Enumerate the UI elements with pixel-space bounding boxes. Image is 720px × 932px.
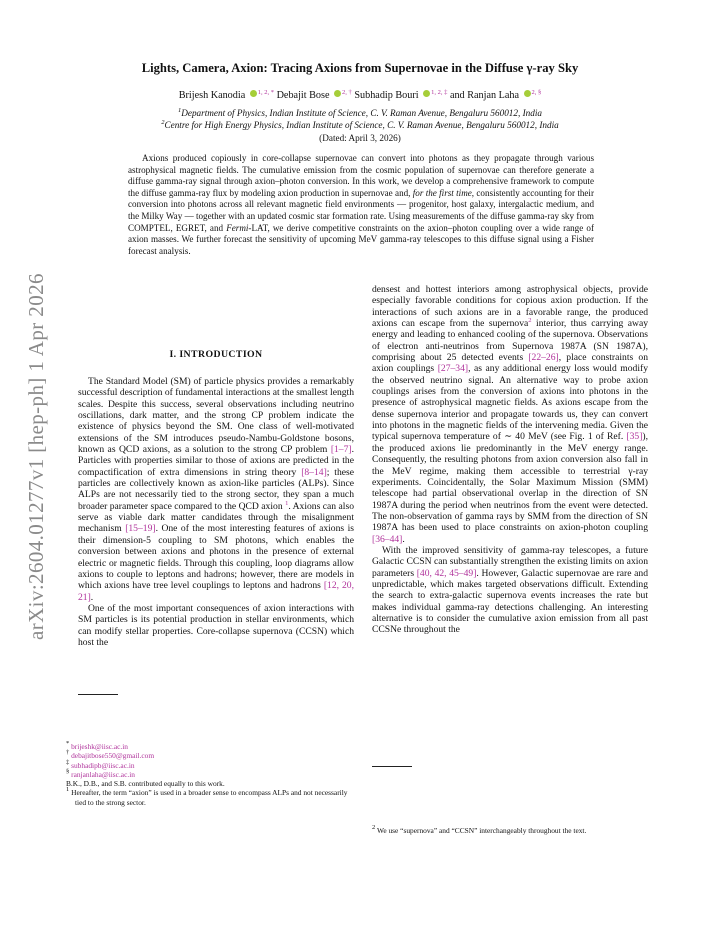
right-column [372, 284, 648, 636]
body-text: The Standard Model (SM) of particle physics provides a remarkably successful description of fundamental interactions at the smallest length scales. Despite this success, several observations including neutrino oscillations, dark matter, and the strong CP problem indicate the existence of physics beyond the SM. One class of well-motivated extensions of the SM introduces pseudo-Nambu-Goldstone bosons, known as QCD axions, as a solution to the strong CP problem [78, 376, 355, 456]
email-link[interactable]: ranjanlaha@iisc.ac.in [71, 769, 135, 779]
footnote-symbol: † [66, 749, 70, 757]
affiliation-2 [60, 120, 660, 130]
email-link[interactable]: subhadipb@iisc.ac.in [71, 760, 135, 770]
footnote-email-1 [66, 742, 356, 751]
body-text: ), the produced axions lie predominantly in the MeV energy range. Consequently, the resulting photons from axion conversion also fall in the MeV regime, making them accessible to terrestrial γ-ray experiments. Coincidentally, the Solar Maximum Mission (SMM) telescope had partial observational overlap in the direction of SN 1987A during the period when neutrinos from the event were detected. The non-observation of gamma rays by SMM from the direction of SN 1987A has been used to place constraints on axion-photon coupling [372, 431, 648, 534]
author-3-name: Subhadip Bouri [354, 90, 419, 101]
body-text: , as any additional energy loss would modify the observed neutrino signal. An alternative way to probe axion couplings arises from the conversion of axions into photons in the presence of astrophysical magnetic fields. As axions escape from the dense supernova interior and propagate towards us, they can convert into photons in the magnetic fields of the intervening media. Given the typical supernova temperature of ∼ 40 MeV (see Fig. 1 of Ref. [372, 363, 649, 443]
author-1-affiliation[interactable]: 1, 2, * [257, 89, 275, 96]
citation-link[interactable]: [35] [626, 431, 643, 443]
author-list [60, 90, 660, 101]
body-text: . Particles with properties similar to those of axions are predicted in the compactification of extra dimensions in string theory [78, 444, 354, 478]
abstract-text: -LAT, we derive competitive constraints on the axion–photon coupling over a wide range of axion masses. We further forecast the sensitivity of upcoming MeV gamma-ray telescopes to this diffuse signal using a Fisher forecast analysis. [128, 222, 594, 256]
body-text: densest and hottest interiors among astrophysical objects, provide especially favorable conditions for copious axion production. If the interactions of such axions are in a favorable range, the produced axions can escape from the supernova [372, 284, 648, 330]
footnote-email-2 [66, 751, 356, 760]
body-text: . Axions can also serve as viable dark matter candidates through the misalignment mechanism [78, 500, 354, 535]
footnote-divider [372, 766, 412, 767]
orcid-icon[interactable] [423, 90, 430, 97]
email-link[interactable]: debajitbose550@gmail.com [71, 751, 155, 761]
affiliation-2-text: Centre for High Energy Physics, Indian Institute of Science, C. V. Raman Avenue, Bengaluru 560012, India [164, 120, 559, 130]
affiliation-1-text: Department of Physics, Indian Institute of Science, C. V. Raman Avenue, Bengaluru 560012, India [181, 108, 542, 118]
orcid-icon[interactable] [250, 90, 257, 97]
author-4-name: Ranjan Laha [467, 90, 519, 101]
footnote-divider [78, 694, 118, 695]
author-3-affiliation[interactable]: 1, 2, ‡ [431, 89, 448, 96]
author-1-name: Brijesh Kanodia [178, 90, 246, 101]
footnote-symbol: ‡ [66, 758, 70, 766]
footnote-number: 1 [66, 786, 70, 794]
footnote-text: Hereafter, the term “axion” is used in a broader sense to encompass ALPs and not necessarily tied to the strong sector. [71, 788, 348, 807]
footnote-email-4 [66, 767, 356, 779]
citation-link[interactable]: [12, 20, 21] [78, 580, 354, 603]
body-text: . However, Galactic supernovae are rare and unpredictable, which makes targeted observations difficult. Extending the search to extra-galactic supernova events increases the rate but makes individual gamma-ray detections challenging. An interesting alternative is to consider the cumulative axion emission from all past CCSNe throughout the [372, 567, 649, 636]
paragraph [78, 603, 354, 648]
dated-line: (Dated: April 3, 2026) [319, 133, 401, 143]
footnote-email-3 [66, 758, 356, 770]
affiliation-1 [60, 108, 660, 118]
body-text: ; these particles are collectively known as axion-like particles (ALPs). Since ALPs are not necessarily tied to the strong sector, they span a much broader parameter space compared to the QCD axion [78, 466, 355, 512]
abstract [128, 153, 594, 257]
abstract-emphasis: Fermi [226, 222, 249, 233]
citation-link[interactable]: [1–7] [330, 444, 352, 456]
paragraph [372, 284, 648, 545]
author-2-name: Debajit Bose [276, 90, 330, 101]
citation-link[interactable]: [22–26] [528, 352, 559, 364]
paper-title: Lights, Camera, Axion: Tracing Axions from Supernovae in the Diffuse γ-ray Sky [141, 61, 579, 75]
citation-link[interactable]: [36–44] [372, 533, 403, 545]
footnote-text: We use “supernova” and “CCSN” interchangeably throughout the text. [376, 826, 587, 835]
footnote-symbol: § [66, 767, 70, 775]
orcid-icon[interactable] [334, 90, 341, 97]
body-text: . [90, 591, 94, 603]
body-text: One of the most important consequences of axion interactions with SM particles is its potential production in stellar environments, which can modify stellar properties. Core-collapse supernova (CCSN) which host the [78, 602, 354, 648]
body-text: interior, thus carrying away energy and leading to enhanced cooling of the supernova. Observations of electron anti-neutrinos from Supernova 1987A (SN 1987A), comprising about 25 detected events [372, 318, 648, 364]
affiliation-2-number: 2 [161, 119, 165, 126]
body-text: , place constraints on axion couplings [372, 352, 648, 375]
body-text: . [402, 533, 405, 545]
paragraph [78, 376, 354, 603]
section-heading-introduction: I. INTRODUCTION [169, 349, 263, 360]
body-text: With the improved sensitivity of gamma-ray telescopes, a future Galactic CCSN can substantially strengthen the existing limits on axion parameters [372, 544, 648, 579]
abstract-text: , consistently accounting for their conversion into photons across all relevant magnetic field environments — progenitor, host galaxy, intergalactic medium, and the Milky Way — together with an updated cosmic star formation rate. Using measurements of the diffuse gamma-ray sky from COMPTEL, EGRET, and [128, 187, 594, 233]
citation-link[interactable]: [40, 42, 45–49] [416, 567, 477, 579]
citation-link[interactable]: [27–34] [437, 363, 469, 375]
left-column [78, 376, 354, 648]
author-4-affiliation[interactable]: 2, § [531, 89, 542, 96]
footnote-marker[interactable]: 2 [528, 317, 532, 325]
footnote-contribution: B.K., D.B., and S.B. contributed equally to this work. [66, 779, 225, 789]
footnote-marker[interactable]: 1 [285, 499, 289, 507]
author-conjunction: and [449, 90, 465, 101]
orcid-icon[interactable] [524, 90, 531, 97]
affiliation-1-number: 1 [178, 107, 182, 114]
citation-link[interactable]: [8–14] [301, 466, 327, 478]
footnote-symbol: * [66, 740, 70, 747]
footnote-number: 2 [372, 824, 376, 831]
footnote-1 [66, 788, 356, 807]
abstract-text: Axions produced copiously in core-collapse supernovae can convert into photons as they propagate through various astrophysical magnetic fields. The cumulative emission from the cosmic population of supernovae can therefore generate a diffuse gamma-ray signal through axion–photon conversion. In this work, we develop a comprehensive framework to compute the diffuse gamma-ray flux by modeling axion production in supernovae and, [128, 153, 594, 198]
footnotes-left [66, 742, 356, 807]
abstract-emphasis: for the first time [412, 187, 472, 198]
footnote-2 [372, 826, 659, 835]
arxiv-identifier-stamp: arXiv:2604.01277v1 [hep-ph] 1 Apr 2026 [24, 273, 48, 640]
citation-link[interactable]: [15–19] [125, 523, 156, 535]
body-text: . One of the most interesting features of axions is their dimension-5 coupling to SM photons, which enables the conversion between axions and photons in the presence of external electric or magnetic fields. Through this coupling, loop diagrams allow axions to couple to leptons and hadrons; however, there are models in which axions have tree level couplings to leptons and hadrons [78, 523, 354, 592]
author-2-affiliation[interactable]: 2, † [342, 89, 352, 96]
email-link[interactable]: brijeshk@iisc.ac.in [71, 742, 128, 751]
paragraph [372, 545, 648, 636]
